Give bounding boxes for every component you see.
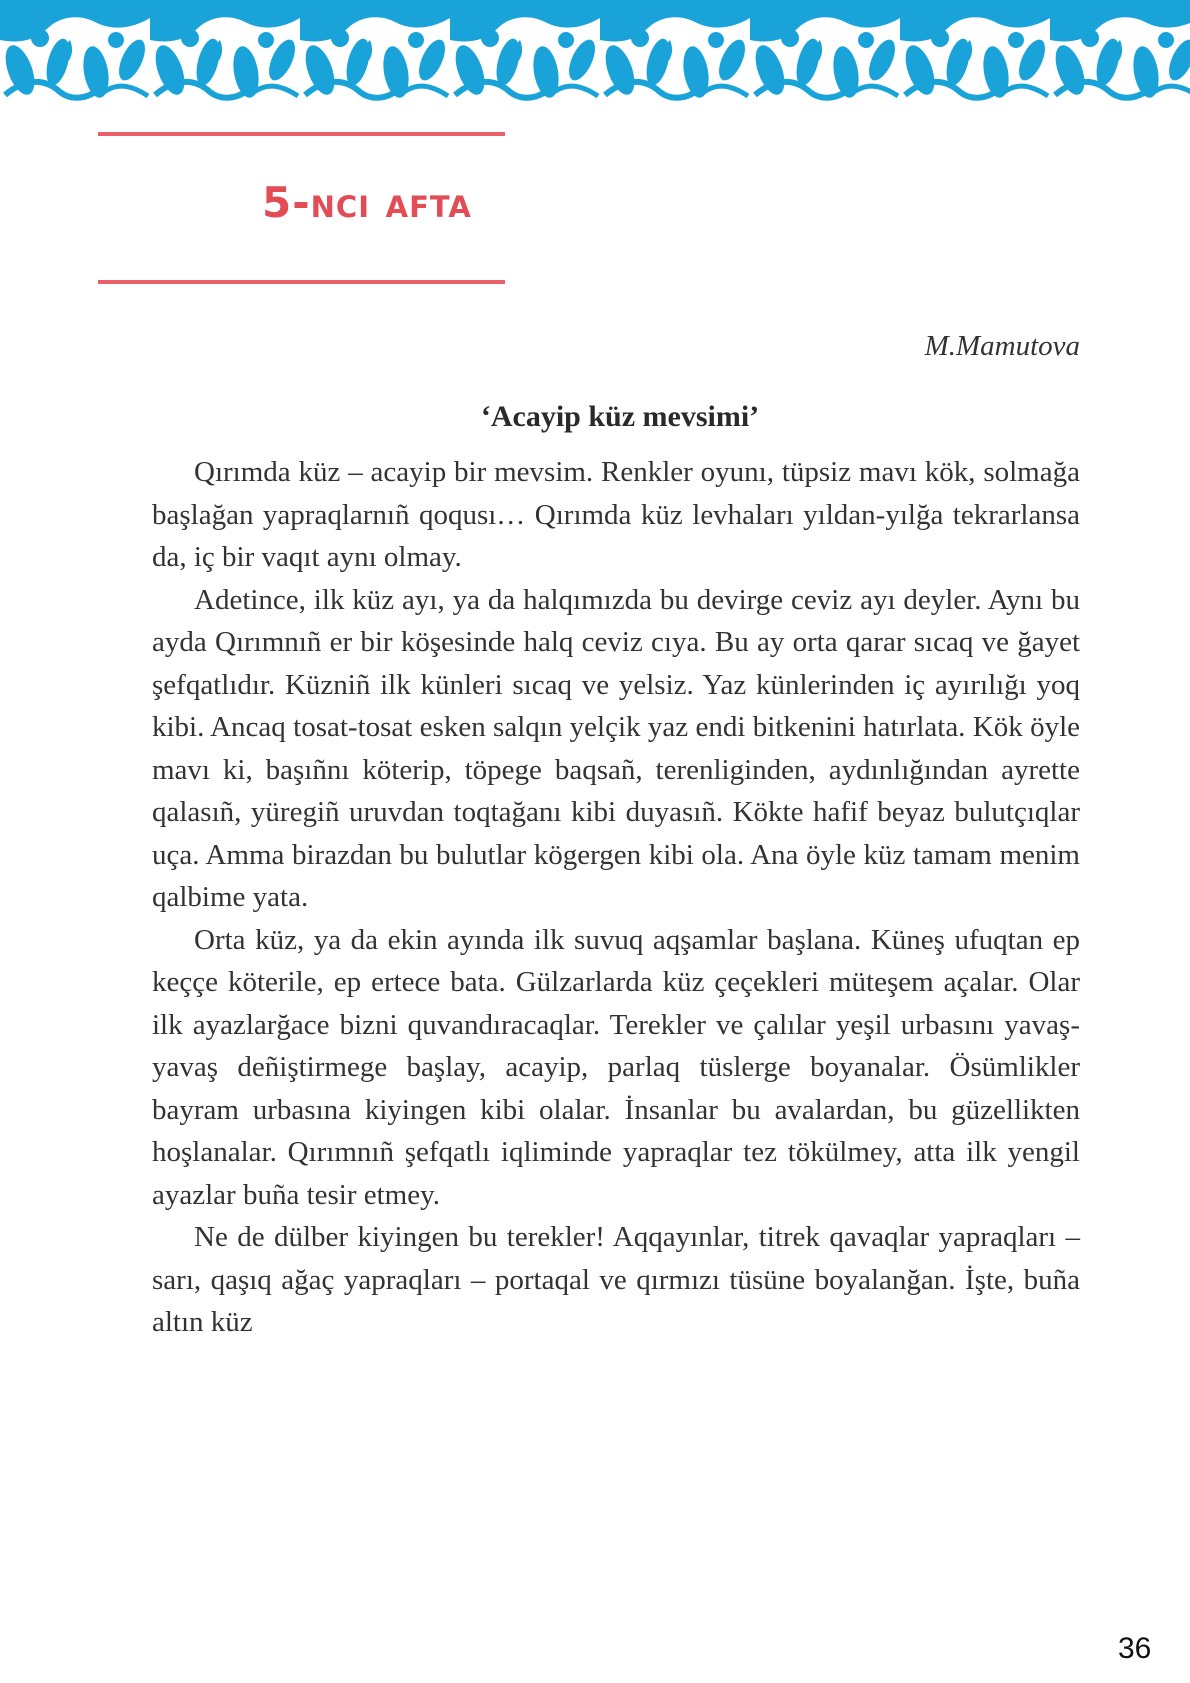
bottom-divider <box>98 280 505 284</box>
paragraph: Ne de dülber kiyingen bu terekler! Aqqayınlar, titrek qavaqlar yapraqları – sarı, qaşıq ağaç yapraqları – portaqal ve qırmızı tüsüne boyalanğan. İşte, buña altın küz <box>152 1221 1080 1338</box>
week-title: 5-nci afta <box>262 178 472 227</box>
paragraph: Orta küz, ya da ekin ayında ilk suvuq aqşamlar başlana. Küneş ufuqtan ep keççe köterile, ep ertece bata. Gülzarlarda küz çeçekleri müteşem açalar. Olar ilk ayazlarğace bizni quvandıracaqlar. Terekler ve çalılar yeşil urbasını yavaş-yavaş deñiştirmege başlay, acayip, parlaq tüslerge boyanalar. Ösümlikler bayram urbasına kiyingen kibi olalar. İnsanlar bu avalardan, bu güzellikten hoşlanalar. Qırımnıñ şefqatlı iqliminde yapraqlar tez tökülmey, atta ilk yengil ayazlar buña tesir etmey. <box>152 923 1080 1211</box>
author-name: M.Mamutova <box>924 330 1080 362</box>
paragraph: Adetince, ilk küz ayı, ya da halqımızda bu devirge ceviz ayı deyler. Aynı bu ayda Qırımnıñ er bir köşesinde halq ceviz cıya. Bu ay orta qarar sıcaq ve ğayet şefqatlıdır. Küzniñ ilk künleri sıcaq ve yelsiz. Yaz künlerinden iç ayırılığı yoq kibi. Ancaq tosat-tosat esken salqın yelçik yaz endi bitkenini hatırlata. Kök öyle mavı ki, başıñnı köterip, töpege baqsañ, terenliginden, aydınlığından ayrette qalasıñ, yüregiñ uruvdan toqtağanı kibi duyasıñ. Kökte hafif beyaz bulutçıqlar uça. Amma birazdan bu bulutlar kögergen kibi ola. Ana öyle küz tamam menim qalbime yata. <box>152 583 1080 913</box>
floral-border-ornament <box>0 0 1190 110</box>
page-number: 36 <box>1118 1632 1152 1665</box>
paragraph: Qırımda küz – acayip bir mevsim. Renkler oyunı, tüpsiz mavı kök, solmağa başlağan yapraqlarnıñ qoqusı… Qırımda küz levhaları yıldan-yılğa tekrarlansa da, iç bir vaqıt aynı olmay. <box>152 456 1080 573</box>
story-title: ‘Acayip küz mevsimi’ <box>480 400 760 433</box>
story-body <box>152 451 1080 1344</box>
top-divider <box>98 132 505 136</box>
